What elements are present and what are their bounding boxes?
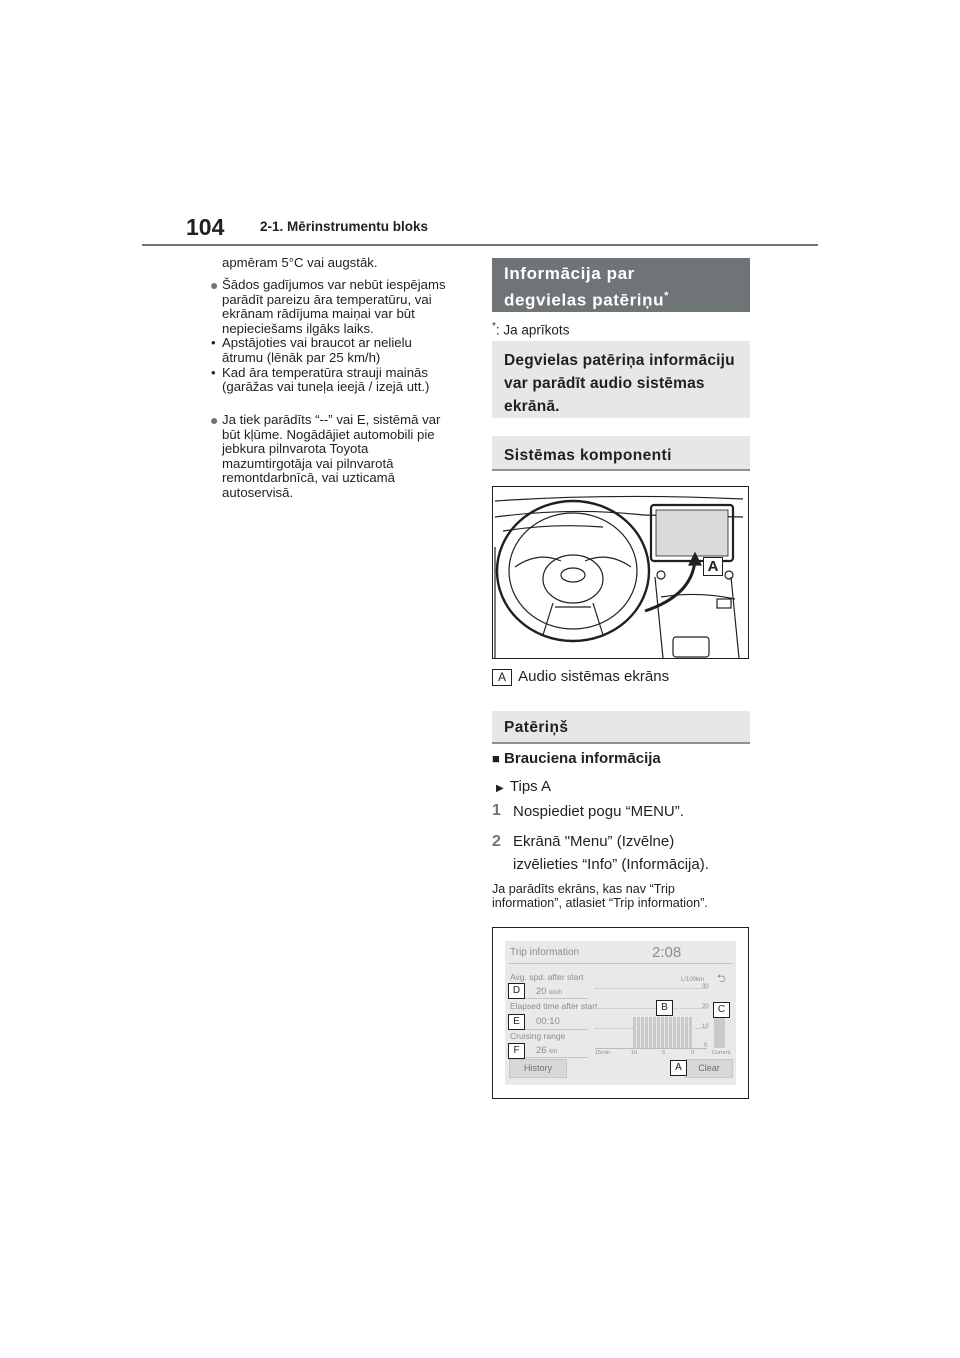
y-tick: 0 xyxy=(704,1043,708,1049)
figure-callout-a: A xyxy=(703,557,723,576)
y-tick: 30 xyxy=(702,984,709,990)
avg-speed-unit: km/h xyxy=(549,990,563,996)
grid-line xyxy=(595,1008,707,1010)
subsection-heading xyxy=(492,750,661,767)
callout-c: C xyxy=(713,1002,730,1018)
tip-text: Tips A xyxy=(509,778,552,795)
callout-e: E xyxy=(508,1014,525,1030)
step-1 xyxy=(492,802,684,820)
step-2 xyxy=(492,830,709,873)
clear-button[interactable]: Clear xyxy=(685,1059,733,1078)
info-line: var parādīt audio sistēmas xyxy=(504,375,705,392)
footnote-mark: * xyxy=(492,321,496,332)
history-button[interactable]: History xyxy=(509,1059,567,1078)
footnote xyxy=(492,321,569,338)
sub-line: ātrumu (lēnāk par 25 km/h) xyxy=(222,349,381,365)
section-title: 2-1. Mērinstrumentu bloks xyxy=(260,219,429,234)
continuation-line: apmēram 5°C vai augstāk. xyxy=(222,255,378,270)
cruising-range-label: Cruising range xyxy=(510,1031,566,1041)
grid-line xyxy=(595,988,707,990)
x-tick: 15min xyxy=(595,1050,610,1056)
trip-information-screen xyxy=(505,941,736,1085)
avg-speed-number: 20 xyxy=(536,986,547,997)
bullet-dot-icon: ● xyxy=(210,277,219,293)
cruising-range-unit: km xyxy=(549,1049,558,1055)
cruising-range-number: 26 xyxy=(536,1045,547,1056)
note-line: information”, atlasiet “Trip information”. xyxy=(492,896,708,910)
current-bar xyxy=(714,1017,726,1048)
step-number: 2 xyxy=(492,833,501,850)
unit-label: L/100km xyxy=(681,977,705,983)
avg-speed-value xyxy=(536,986,562,997)
subsection-text: Brauciena informācija xyxy=(504,750,661,767)
callout-a: A xyxy=(670,1060,687,1076)
footnote-text: : Ja aprīkots xyxy=(495,322,570,338)
screen-title: Trip information xyxy=(510,947,580,958)
page-number: 104 xyxy=(186,214,225,240)
heading-consumption: Patēriņš xyxy=(492,711,750,744)
sub-item xyxy=(210,366,480,395)
screen-clock: 2:08 xyxy=(652,944,682,961)
dashboard-illustration xyxy=(492,486,749,659)
sub-line: (garāžas vai tuneļa ieejā / izejā utt.) xyxy=(222,379,430,395)
x-tick: 0 xyxy=(691,1050,695,1056)
heading-fuel-consumption xyxy=(492,258,750,312)
callout-b: B xyxy=(656,1000,673,1016)
bullet-line: mazumtirgotāja vai pilnvarotā xyxy=(222,455,394,471)
avg-speed-label: Avg. spd. after start xyxy=(510,972,584,982)
y-tick: 10 xyxy=(702,1024,709,1030)
info-line: ekrānā. xyxy=(504,398,560,415)
step-number: 1 xyxy=(492,802,501,819)
legend-label-box: A xyxy=(492,669,512,686)
bullet-line: autoservisā. xyxy=(222,484,294,500)
bullet-line: parādīt pareizu āra temperatūru, vai xyxy=(222,291,432,307)
bullet-line: nepieciešams ilgāks laiks. xyxy=(222,320,374,336)
sub-bullet-icon: • xyxy=(211,364,216,380)
heading-system-components: Sistēmas komponenti xyxy=(492,436,750,471)
bullet-dot-icon: ● xyxy=(210,412,219,428)
sub-line: Apstājoties vai braucot ar nelielu xyxy=(222,335,412,351)
header-rule xyxy=(142,244,818,246)
note-line: Ja parādīts ekrāns, kas nav “Trip xyxy=(492,882,675,896)
elapsed-time-value: 00:10 xyxy=(536,1016,560,1027)
grid-baseline xyxy=(595,1048,707,1049)
sub-item xyxy=(210,336,480,365)
step-text: Ekrānā "Menu” (Izvēlne) xyxy=(513,833,675,850)
x-tick: Current xyxy=(712,1050,731,1056)
sub-line: Kad āra temperatūra strauji mainās xyxy=(222,364,428,380)
bullet-line: remontdarbnīcā, vai uzticamā xyxy=(222,470,395,486)
bullet-line: Šādos gadījumos var nebūt iespējams xyxy=(222,277,446,292)
heading-line: Informācija par xyxy=(504,264,635,283)
bullet-line: Ja tiek parādīts “--” vai E, sistēmā var xyxy=(222,412,441,427)
note-text xyxy=(492,882,708,910)
back-arrow-icon[interactable]: ⮌ xyxy=(717,973,726,985)
callout-d: D xyxy=(508,983,525,999)
heading-line-text: degvielas patēriņu xyxy=(504,290,665,310)
title-divider xyxy=(508,963,733,964)
x-tick: 10 xyxy=(631,1050,638,1056)
tip-line xyxy=(496,778,551,795)
heading-line-2 xyxy=(504,285,738,312)
bullet-item-2 xyxy=(210,413,480,501)
bullet-line: ekrānam rādījuma maiņai var būt xyxy=(222,306,415,322)
cruising-range-value xyxy=(536,1045,557,1056)
legend-text: Audio sistēmas ekrāns xyxy=(518,668,670,685)
triangle-bullet-icon: ▶ xyxy=(496,783,504,794)
bullet-item-1 xyxy=(210,278,480,395)
history-bar xyxy=(689,1017,693,1048)
bullet-line: jebkura pilnvarota Toyota xyxy=(222,441,369,457)
figure-legend xyxy=(492,668,669,686)
footnote-marker: * xyxy=(664,290,669,302)
info-line: Degvielas patēriņa informāciju xyxy=(504,352,735,369)
bullet-line: būt kļūme. Nogādājiet automobili pie xyxy=(222,426,435,442)
callout-f: F xyxy=(508,1043,525,1059)
step-text: Nospiediet pogu “MENU”. xyxy=(513,803,684,820)
square-bullet-icon: ■ xyxy=(492,751,500,766)
sub-bullet-icon: • xyxy=(211,335,216,351)
x-tick: 5 xyxy=(662,1050,666,1056)
y-tick: 20 xyxy=(702,1004,709,1010)
step-text: izvēlieties “Info” (Informācija). xyxy=(513,856,709,873)
elapsed-time-label: Elapsed time after start xyxy=(510,1001,598,1011)
info-box xyxy=(492,341,750,418)
